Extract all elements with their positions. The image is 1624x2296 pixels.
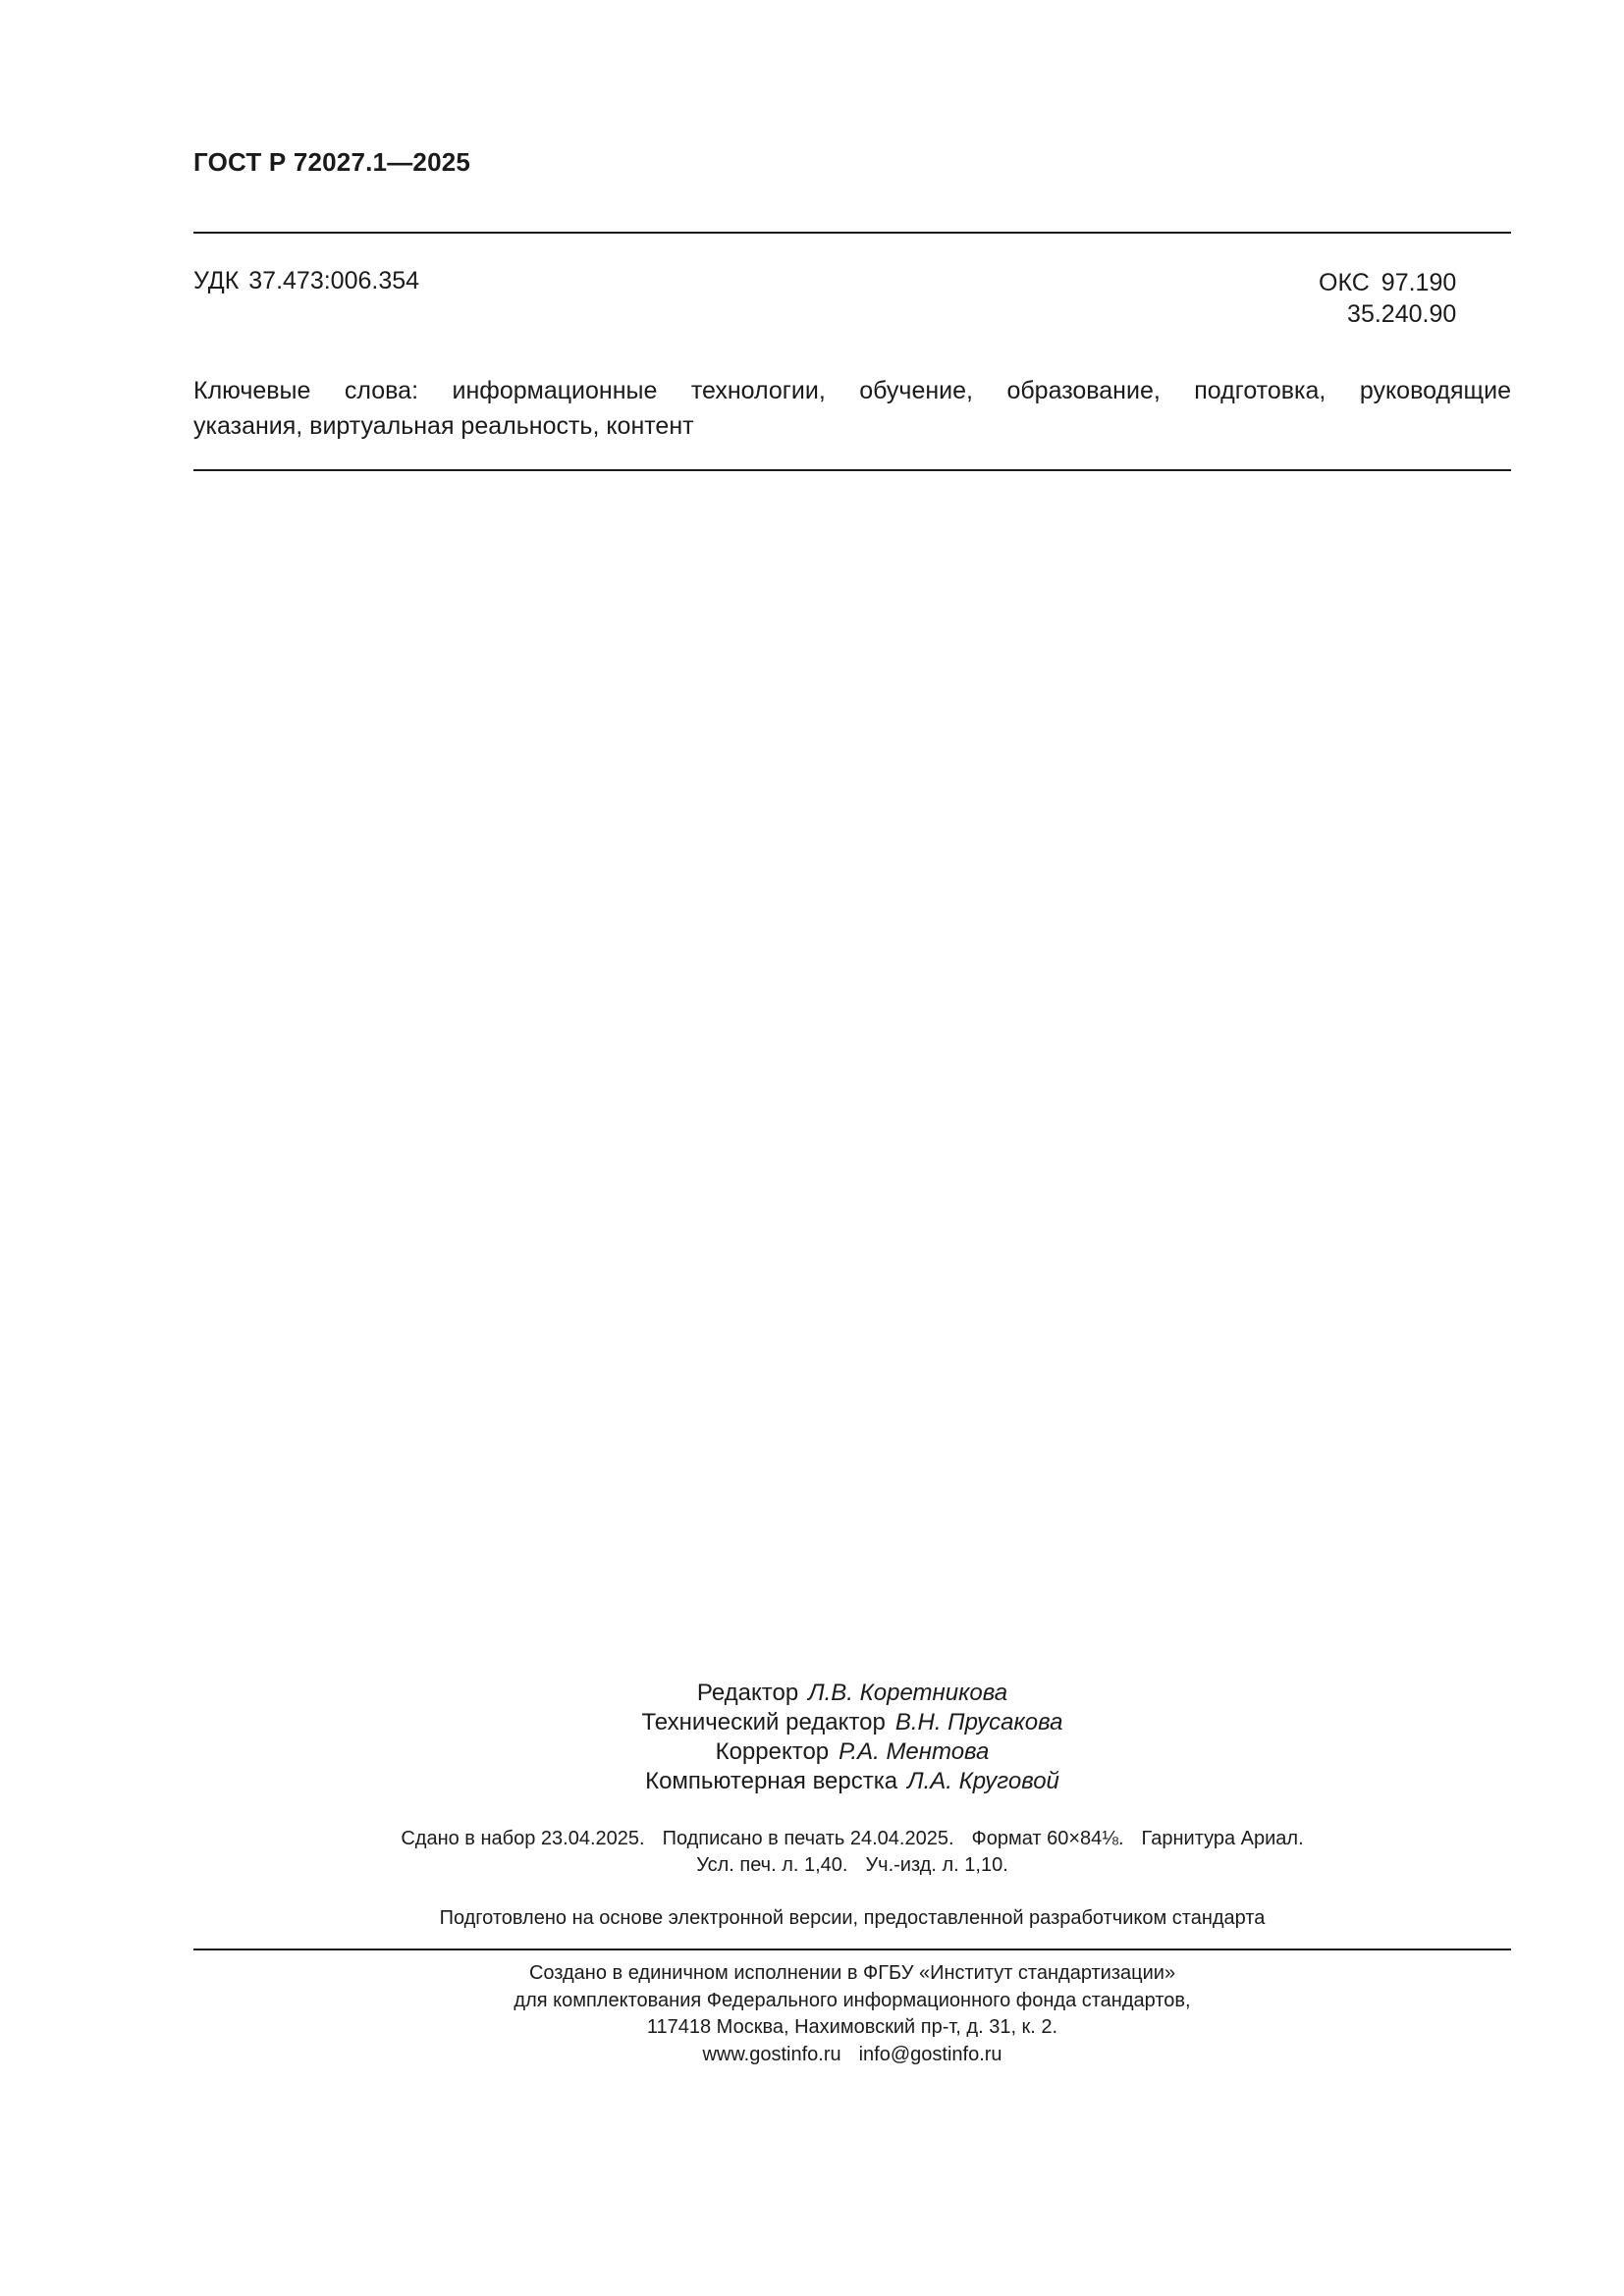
credit-name: Л.В. Коретникова [808, 1680, 1008, 1706]
credits-block [193, 1679, 1511, 1796]
credit-role: Компьютерная верстка [645, 1768, 898, 1794]
oks-code-2: 35.240.90 [1347, 300, 1457, 328]
udk-label: УДК [193, 267, 240, 294]
oks-block [1319, 267, 1456, 330]
prepared-note: Подготовлено на основе электронной версии, предоставленной разработчиком стандарта [439, 1907, 1266, 1929]
keywords-divider [193, 469, 1511, 471]
credit-row [193, 1737, 1511, 1767]
keywords-paragraph [193, 373, 1511, 444]
footer-line-3: 117418 Москва, Нахимовский пр-т, д. 31, к. 2. [646, 2016, 1058, 2038]
oks-label: ОКС [1319, 269, 1370, 296]
keywords-line-1: Ключевые слова: информационные технологии, обучение, образование, подготовка, руководящие [193, 377, 1511, 404]
credit-row [193, 1708, 1511, 1737]
credit-name: Л.А. Круговой [907, 1768, 1059, 1794]
print-sheets: Усл. печ. л. 1,40. [696, 1854, 848, 1876]
email-link[interactable]: info@gostinfo.ru [858, 2043, 1002, 2065]
udk-code: 37.473:006.354 [248, 267, 420, 294]
oks-code-1: 97.190 [1380, 269, 1457, 296]
keywords-line-2: указания, виртуальная реальность, контент [193, 412, 694, 440]
typeface: Гарнитура Ариал. [1141, 1828, 1304, 1849]
signed-date: Подписано в печать 24.04.2025. [662, 1828, 954, 1849]
footer-line-2: для комплектования Федерального информационного фонда стандартов, [514, 1989, 1191, 2011]
oks-row-2 [1319, 298, 1456, 330]
credit-name: Р.А. Ментова [839, 1738, 990, 1765]
top-divider [193, 232, 1511, 234]
footer-contacts [193, 2042, 1511, 2069]
credit-row [193, 1767, 1511, 1796]
publisher-footer [193, 1960, 1511, 2068]
website-link[interactable]: www.gostinfo.ru [702, 2043, 841, 2065]
credit-name: В.Н. Прусакова [894, 1709, 1063, 1735]
credit-role: Редактор [696, 1680, 799, 1706]
footer-line-1: Создано в единичном исполнении в ФГБУ «Институт стандартизации» [528, 1962, 1176, 1984]
print-info-line-2 [193, 1852, 1511, 1879]
publisher-sheets: Уч.-изд. л. 1,10. [865, 1854, 1008, 1876]
paper-format: Формат 60×84⅛. [971, 1828, 1124, 1849]
submitted-date: Сдано в набор 23.04.2025. [401, 1828, 645, 1849]
print-info-line-1 [193, 1826, 1511, 1852]
print-info-block [193, 1826, 1511, 1879]
footer-divider [193, 1949, 1511, 1950]
oks-row-1 [1319, 267, 1456, 298]
credit-row [193, 1679, 1511, 1708]
credit-role: Технический редактор [641, 1709, 886, 1735]
udk-block [193, 267, 419, 295]
credit-role: Корректор [715, 1738, 830, 1765]
standard-id: ГОСТ Р 72027.1—2025 [193, 147, 471, 177]
